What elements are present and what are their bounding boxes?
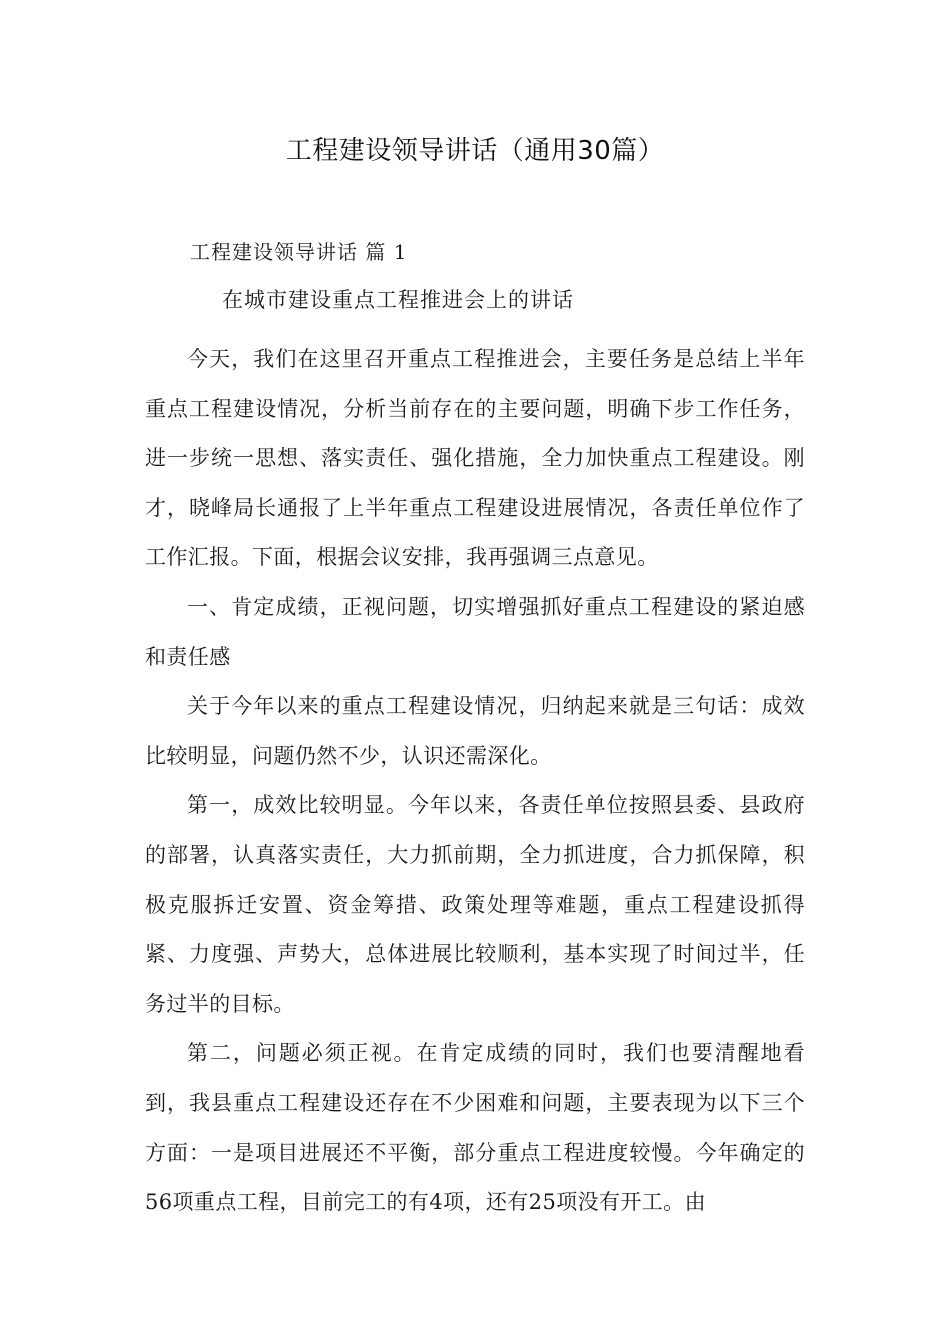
paragraph-heading-one: 一、肯定成绩，正视问题，切实增强抓好重点工程建设的紧迫感和责任感 <box>145 594 805 669</box>
document-body <box>145 335 805 1228</box>
paragraph-problems: 第二，问题必须正视。在肯定成绩的同时，我们也要清醒地看到，我县重点工程建设还存在不少困难和问题，主要表现为以下三个方面：一是项目进展还不平衡，部分重点工程进度较慢。今年确定的56项重点工程，目前完工的有4项，还有25项没有开工。由 <box>145 1041 805 1215</box>
paragraph-achievements: 第一，成效比较明显。今年以来，各责任单位按照县委、县政府的部署，认真落实责任，大力抓前期，全力抓进度，合力抓保障，积极克服拆迁安置、资金筹措、政策处理等难题，重点工程建设抓得紧、力度强、声势大，总体进展比较顺利，基本实现了时间过半，任务过半的目标。 <box>145 793 805 1016</box>
section-label: 工程建设领导讲话 篇 1 <box>190 240 408 264</box>
paragraph-opening: 今天，我们在这里召开重点工程推进会，主要任务是总结上半年重点工程建设情况，分析当前存在的主要问题，明确下步工作任务，进一步统一思想、落实责任、强化措施，全力加快重点工程建设。刚才，晓峰局长通报了上半年重点工程建设进展情况，各责任单位作了工作汇报。下面，根据会议安排，我再强调三点意见。 <box>145 347 805 570</box>
document-title: 工程建设领导讲话（通用30篇） <box>285 136 665 166</box>
paragraph-summary: 关于今年以来的重点工程建设情况，归纳起来就是三句话：成效比较明显，问题仍然不少，认识还需深化。 <box>145 694 805 768</box>
speech-title: 在城市建设重点工程推进会上的讲话 <box>222 288 574 312</box>
